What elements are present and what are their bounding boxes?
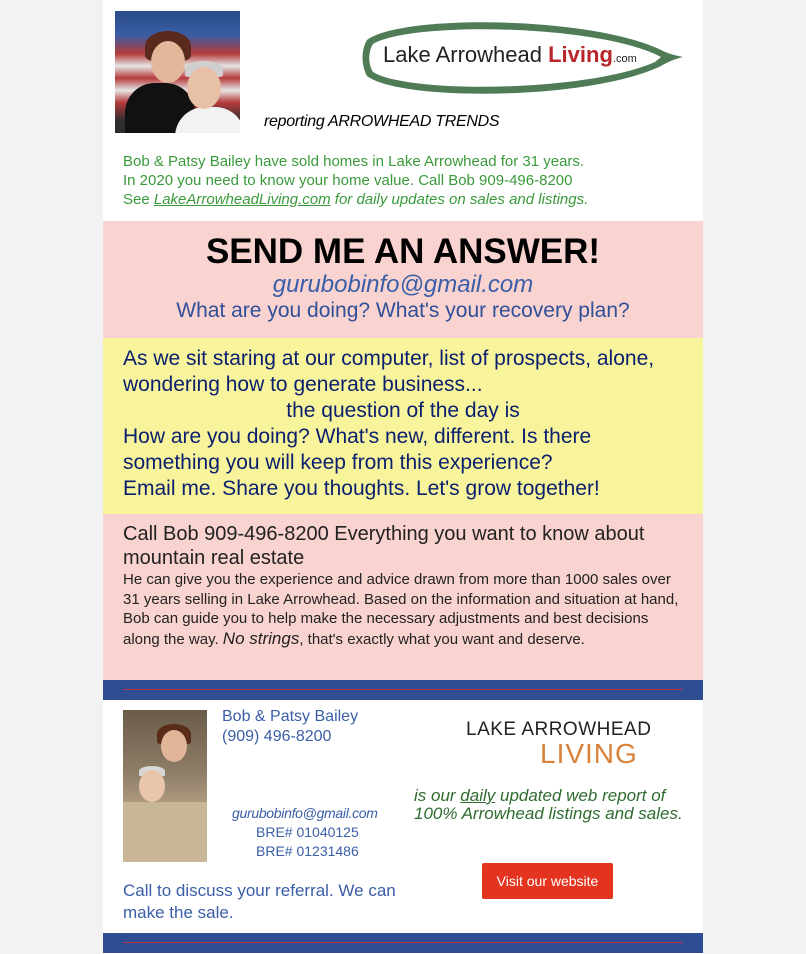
question-line: something you will keep from this experience? xyxy=(123,451,553,474)
divider-bar xyxy=(103,680,703,700)
bailey-couple-photo xyxy=(115,11,240,133)
contact-phone[interactable]: (909) 496-8200 xyxy=(222,728,332,745)
license-number: BRE# 01231486 xyxy=(256,843,359,859)
call-section xyxy=(103,514,703,680)
la-living-logo-top: LAKE ARROWHEAD xyxy=(466,719,652,740)
question-line: As we sit staring at our computer, list of prospects, alone, xyxy=(123,347,655,370)
answer-section xyxy=(103,221,703,338)
referral-text: Call to discuss your referral. We can make the sale. xyxy=(123,881,396,922)
divider-bar xyxy=(103,933,703,953)
question-section xyxy=(103,338,703,514)
question-line: wondering how to generate business... xyxy=(123,373,483,396)
contact-name: Bob & Patsy Bailey xyxy=(222,708,359,725)
email-link[interactable]: gurubobinfo@gmail.com xyxy=(272,271,534,298)
logo-wordmark: Lake Arrowhead Living.com xyxy=(383,42,637,67)
call-body: He can give you the experience and advice drawn from more than 1000 sales over 31 years selling in Lake Arrowhead. Based on the information and situation at hand, Bob can guide you to help make the necessary adjustments and best decisions along the way. No strings, that's exactly what you want and deserve. xyxy=(123,571,679,648)
tagline: reporting ARROWHEAD TRENDS xyxy=(264,113,500,130)
question-line: How are you doing? What's new, different. Is there xyxy=(123,425,592,448)
website-link[interactable]: LakeArrowheadLiving.com xyxy=(153,191,331,208)
visit-website-button[interactable]: Visit our website xyxy=(482,863,613,899)
la-living-logo-bottom: LIVING xyxy=(540,738,638,769)
call-heading: Call Bob 909-496-8200 Everything you want to know about mountain real estate xyxy=(123,523,645,569)
answer-headline: SEND ME AN ANSWER! xyxy=(205,232,601,271)
question-line: the question of the day is xyxy=(286,399,520,422)
bailey-photo xyxy=(123,710,207,862)
recovery-question: What are you doing? What's your recovery plan? xyxy=(176,299,630,322)
website-description: is our daily updated web report of 100% Arrowhead listings and sales. xyxy=(414,786,683,823)
license-number: BRE# 01040125 xyxy=(256,824,359,840)
contact-email[interactable]: gurubobinfo@gmail.com xyxy=(232,805,378,821)
intro-text: Bob & Patsy Bailey have sold homes in Lake Arrowhead for 31 years. In 2020 you need to know your home value. Call Bob 909-496-8200 See LakeArrowheadLiving.com for daily updates on sales and listings. xyxy=(123,153,589,208)
newsletter xyxy=(103,0,703,954)
contact-section xyxy=(103,700,703,933)
question-line: Email me. Share you thoughts. Let's grow together! xyxy=(123,477,600,500)
header xyxy=(103,0,703,220)
